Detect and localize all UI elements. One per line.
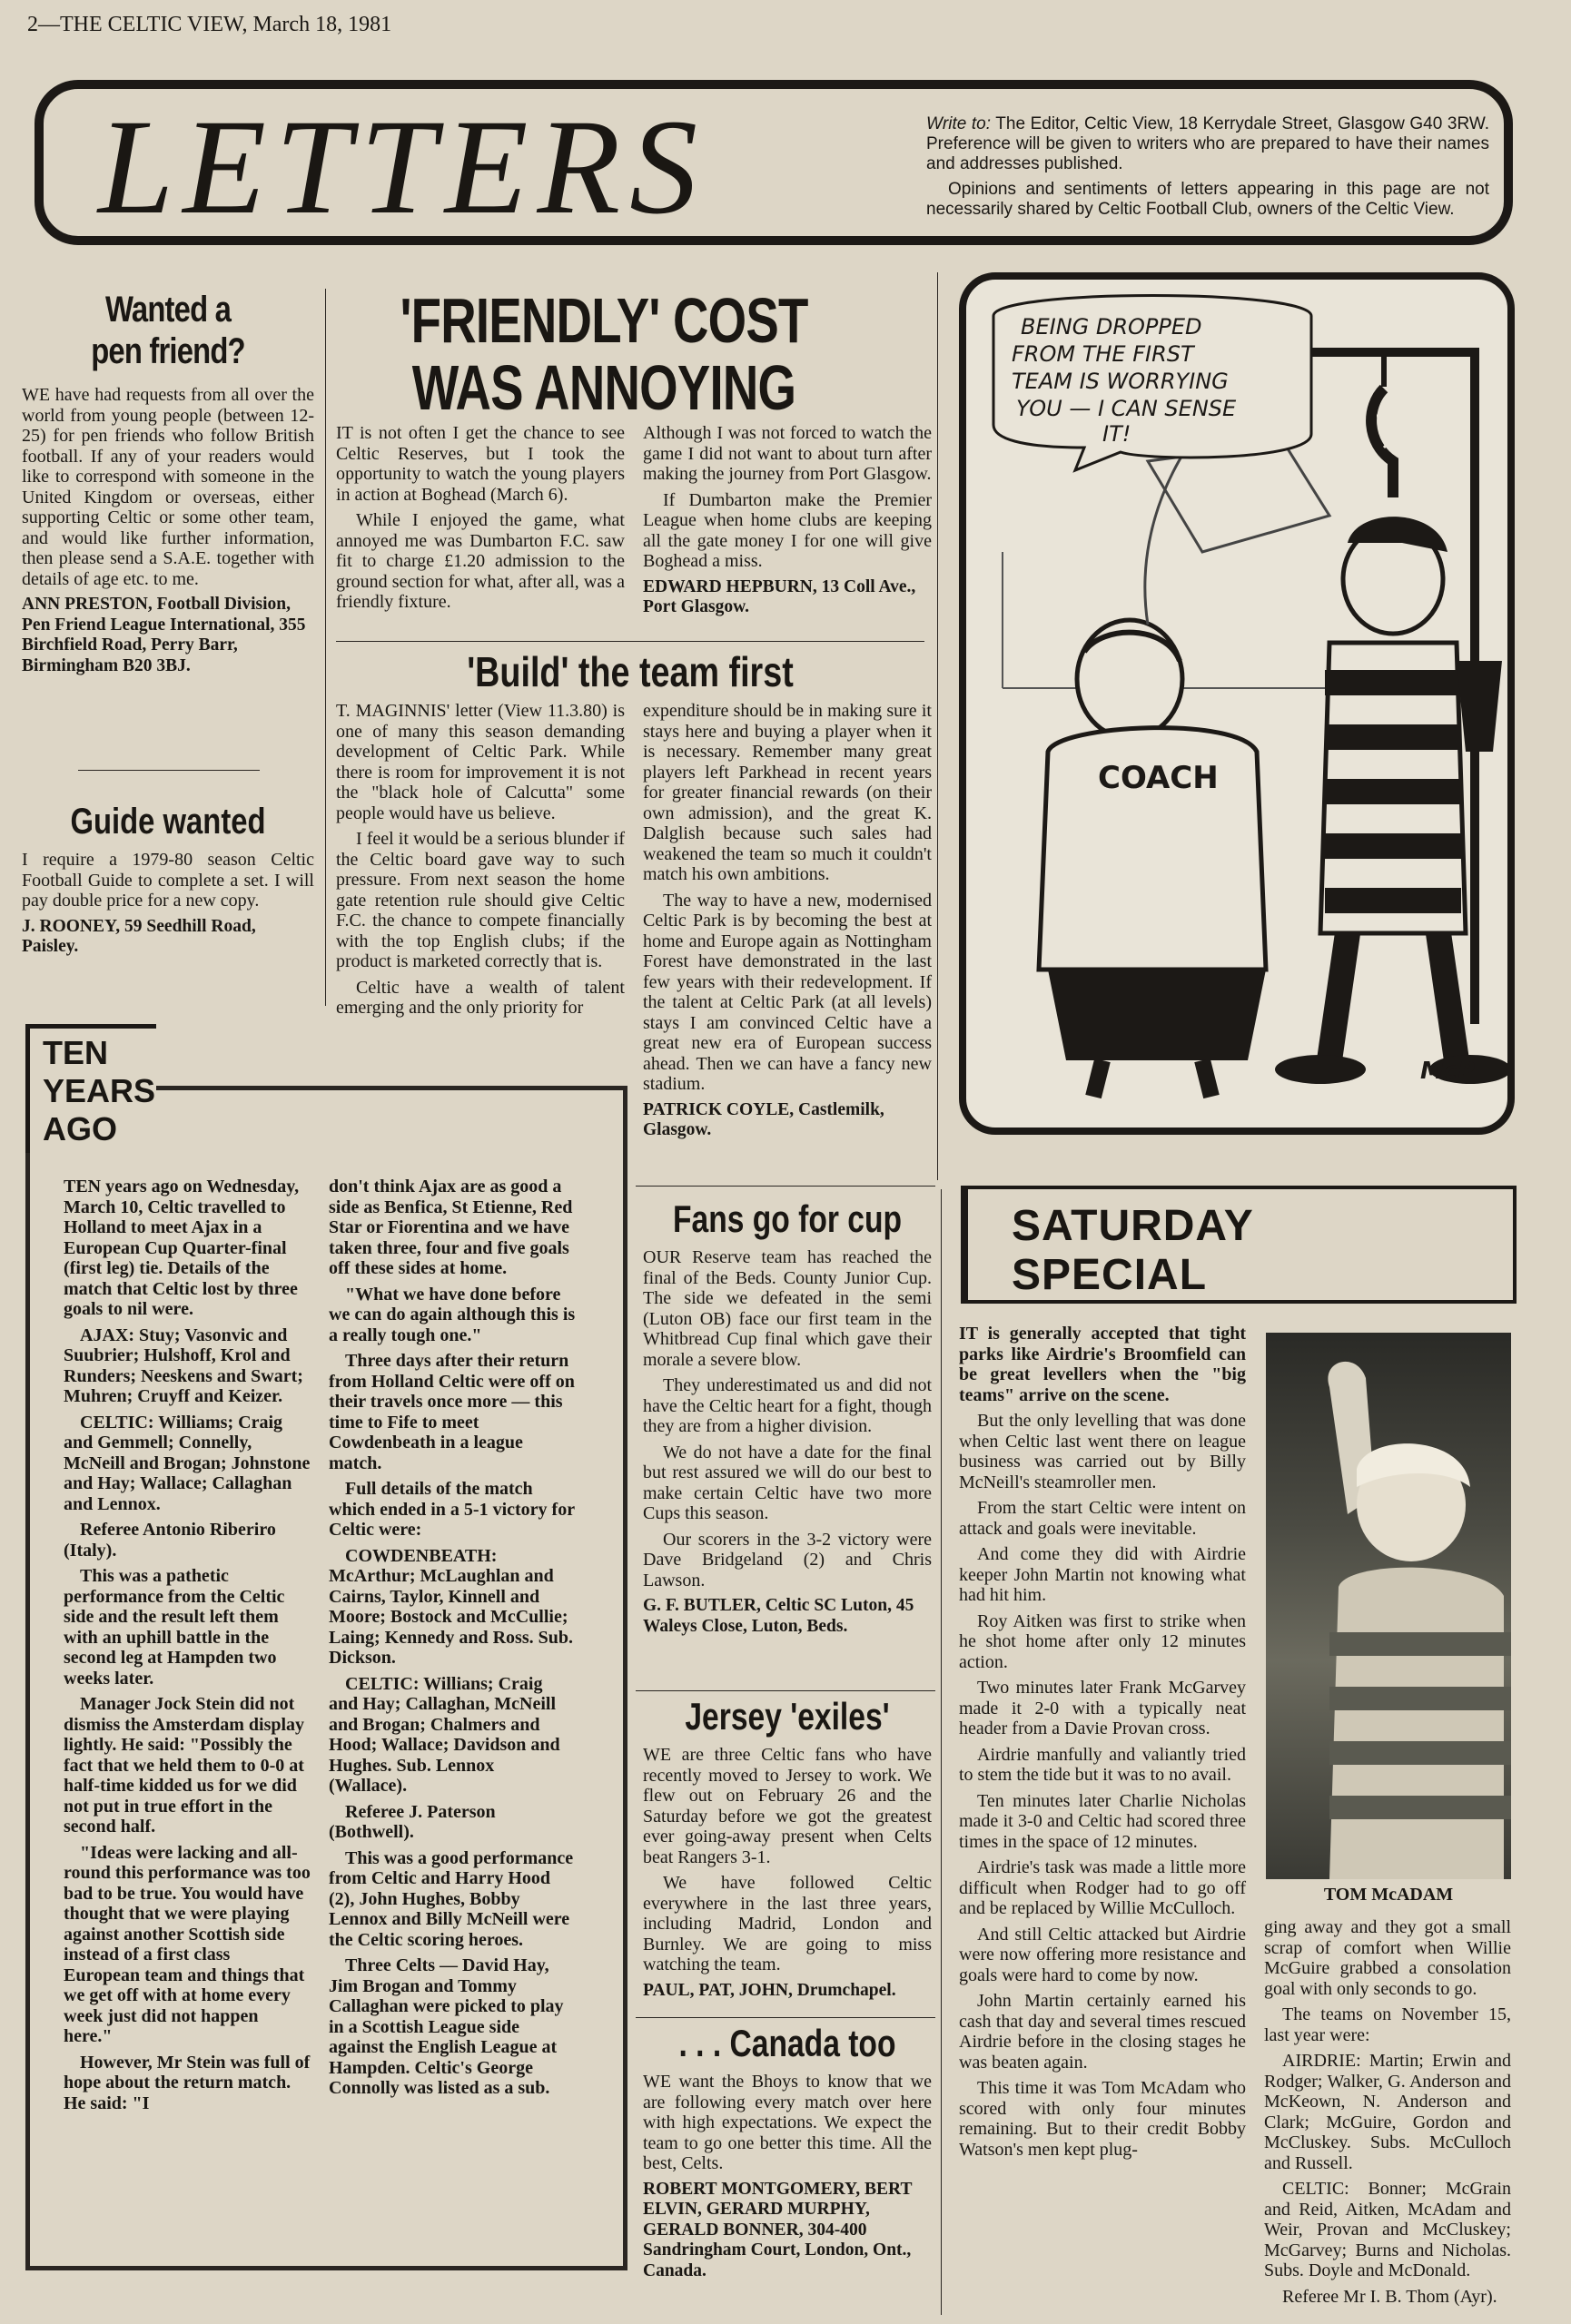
- pen-friend-headline: [22, 289, 314, 372]
- coach-label: COACH: [1098, 760, 1219, 796]
- saturday-paragraph: And come they did with Airdrie keeper John Martin not knowing what had hit him.: [959, 1544, 1246, 1605]
- divider: [325, 289, 326, 1006]
- build-p4: expenditure should be in making sure it stays here and buying a player when it is necessary. Remember many great players left Parkhead in recent years for greater financial rewards (on their own admission), and the great K. Dalglish because such sales had weakened the team so much it couldn't match his own ambitions.: [643, 701, 932, 884]
- ten-years-paragraph: However, Mr Stein was full of hope about the return match. He said: "I: [64, 2052, 311, 2113]
- write-to-label: Write to:: [926, 114, 992, 133]
- saturday-paragraph: Roy Aitken was first to strike when he shot home after only 12 minutes action.: [959, 1610, 1246, 1672]
- box-border-right: [623, 1086, 627, 2266]
- friendly-p1: IT is not often I get the chance to see Celtic Reserves, but I took the opportunity to watch the young players in action at Boghead (March 6).: [336, 423, 625, 505]
- friendly-headline-1: 'FRIENDLY' COST: [400, 285, 808, 356]
- divider: [941, 1189, 942, 2315]
- speech-line-5: IT!: [1102, 421, 1131, 447]
- guide-body: I require a 1979-80 season Celtic Football Guide to complete a set. I will pay double price for a new copy.: [22, 850, 314, 911]
- ten-years-paragraph: TEN years ago on Wednesday, March 10, Celtic travelled to Holland to meet Ajax in a European Cup Quarter-final (first leg) tie. Details of the match that Celtic lost by three goals to nil were.: [64, 1177, 300, 1319]
- speech-line-1: BEING DROPPED: [1021, 314, 1202, 340]
- friendly-headline: [336, 287, 872, 421]
- saturday-paragraph: Two minutes later Frank McGarvey made it 2-0 with a typically neat header from a Davie Provan cross.: [959, 1678, 1246, 1738]
- fans-cup-letter: [643, 1196, 932, 1637]
- build-p1: T. MAGINNIS' letter (View 11.3.80) is one of many this season demanding development of Celtic Park. While there is room for improvement it is not the "black hole of Calcutta" some people would have us believe.: [336, 701, 625, 823]
- jersey-headline: Jersey 'exiles': [685, 1695, 890, 1738]
- ten-years-paragraph: Three Celts — David Hay, Jim Brogan and Tommy Callaghan were picked to play in a Scottish League side against the English League at Hampden. Celtic's George Connolly was listed as a sub.: [329, 1955, 564, 2098]
- pen-friend-letter: [22, 289, 314, 676]
- fans-cup-p1: OUR Reserve team has reached the final of the Beds. County Junior Cup. The side we defeated in the semi (Luton OB) face our first team in the Whitbread Cup final which gave their morale a severe blow.: [643, 1247, 932, 1370]
- ten-years-paragraph: CELTIC: Willians; Craig and Hay; Callaghan, McNeill and Brogan; Chalmers and Hood; Wallace; Davidson and Hughes. Sub. Lennox (Wallace).: [329, 1673, 560, 1796]
- saturday-paragraph: ging away and they got a small scrap of comfort when Willie McGuire grabbed a consolation goal with only seconds to go.: [1264, 1917, 1511, 1999]
- disclaimer-text: Opinions and sentiments of letters appearing in this page are not necessarily shared by Celtic Football Club, owners of the Celtic View.: [926, 180, 1489, 219]
- box-border-bottom: [25, 2266, 627, 2270]
- fans-cup-p4: Our scorers in the 3-2 victory were Dave Bridgeland (2) and Chris Lawson.: [643, 1529, 932, 1590]
- saturday-title-line: SPECIAL: [1012, 1251, 1208, 1299]
- saturday-paragraph: AIRDRIE: Martin; Erwin and Rodger; Walker, G. Anderson and McKeown, N. Anderson and Clark; McGuire, Gordon and McCluskey. Subs. McCulloch and Russell.: [1264, 2051, 1511, 2173]
- ten-years-paragraph: Referee J. Paterson (Bothwell).: [329, 1801, 496, 1842]
- jersey-p2: We have followed Celtic everywhere in the last three years, including Madrid, London and Burnley. We are going to miss watching the team.: [643, 1873, 932, 1974]
- saturday-title-line: SATURDAY: [1012, 1202, 1254, 1250]
- ten-years-col-2: [329, 1177, 576, 2104]
- photo-caption: TOM McADAM: [1323, 1885, 1454, 1905]
- pen-friend-headline-2: pen friend?: [91, 331, 245, 371]
- ten-years-paragraph: don't think Ajax are as good a side as Benfica, St Etienne, Red Star or Fiorentina and we have taken three, four and five goals off these sides at home.: [329, 1177, 573, 1278]
- divider: [78, 770, 260, 771]
- saturday-paragraph: Airdrie manfully and valiantly tried to stem the tide but it was to no avail.: [959, 1744, 1246, 1785]
- saturday-title-box: [961, 1186, 1517, 1304]
- friendly-signature: EDWARD HEPBURN, 13 Coll Ave., Port Glasgow.: [643, 576, 916, 616]
- ten-years-title: [43, 1034, 155, 1148]
- saturday-col-2: [1264, 1917, 1511, 2312]
- ten-years-paragraph: COWDENBEATH: McArthur; McLaughlan and Cairns, Taylor, Kinnell and Moore; Bostock and McCullie; Laing; Kennedy and Ross. Sub. Dickson.: [329, 1545, 573, 1668]
- pen-friend-body: WE have had requests from all over the world from young people (between 12-25) for pen friends who follow British football. If any of your readers would like to correspond with someone in the United Kingdom or overseas, either supporting Celtic or some other team, and would like further information, then please send a S.A.E. together with details of age etc. to me.: [22, 385, 314, 589]
- friendly-p2: While I enjoyed the game, what annoyed me was Dumbarton F.C. saw fit to charge £1.20 admission to the ground section for what, after all, was a friendly fixture.: [336, 510, 625, 612]
- saturday-paragraph: Referee Mr I. B. Thom (Ayr).: [1282, 2286, 1497, 2307]
- divider: [636, 1690, 935, 1691]
- saturday-col-1: [959, 1324, 1246, 2165]
- build-p5: The way to have a new, modernised Celtic Park is by becoming the best at home and Europe again as Nottingham Forest have demonstrated in the last few years with their redevelopment. If the talent at Celtic Park (at all levels) stays I am convinced Celtic have a great new era of European success ahead. Then we can have a fancy new stadium.: [643, 890, 932, 1094]
- guide-signature: J. ROONEY, 59 Seedhill Road, Paisley.: [22, 916, 256, 956]
- ten-years-col-1: [64, 1177, 311, 2119]
- jersey-signature: PAUL, PAT, JOHN, Drumchapel.: [643, 1980, 896, 2000]
- masthead-info: [926, 114, 1489, 220]
- friendly-p4: If Dumbarton make the Premier League when home clubs are keeping all the gate money I for one will give Boghead a miss.: [643, 489, 932, 571]
- build-col-1: [336, 701, 625, 1024]
- saturday-paragraph: IT is generally accepted that tight parks like Airdrie's Broomfield can be great levellers when the "big teams" arrive on the scene.: [959, 1324, 1246, 1405]
- build-signature: PATRICK COYLE, Castlemilk, Glasgow.: [643, 1099, 884, 1139]
- saturday-paragraph: This time it was Tom McAdam who scored with only four minutes remaining. But to their credit Bobby Watson's men kept plug-: [959, 2078, 1246, 2160]
- saturday-paragraph: Airdrie's task was made a little more difficult when Rodger had to go off and be replaced by Willie McCulloch.: [959, 1857, 1246, 1918]
- ten-years-paragraph: "What we have done before we can do again although this is a really tough one.": [329, 1284, 576, 1345]
- guide-letter: [22, 801, 314, 958]
- saturday-paragraph: The teams on November 15, last year were:: [1264, 2004, 1511, 2045]
- box-border-left: [25, 1153, 30, 2270]
- pen-friend-headline-1: Wanted a: [104, 290, 232, 330]
- fans-cup-p2: They underestimated us and did not have the Celtic heart for a fight, though they are from a higher division.: [643, 1375, 932, 1436]
- ten-years-paragraph: Three days after their return from Holland Celtic were off on their travels once more — this time to Fife to meet Cowdenbeath in a league match.: [329, 1351, 575, 1473]
- jersey-p1: WE are three Celtic fans who have recently moved to Jersey to work. We flew out on February 26 and the Saturday before we got the greatest ever going-away present when Celts beat Rangers 3-1.: [643, 1745, 932, 1867]
- saturday-paragraph: But the only levelling that was done when Celtic last went there on league business was carried out by Billy McNeill's steamroller men.: [959, 1411, 1246, 1492]
- jersey-letter: [643, 1694, 932, 2001]
- build-headline: 'Build' the team first: [467, 648, 794, 695]
- tom-mcadam-photo: [1266, 1333, 1511, 1879]
- ten-years-title-line: AGO: [43, 1110, 118, 1147]
- canada-p1: WE want the Bhoys to know that we are following every match over here with high expectations. We expect the team to go one better this time. All the best, Celts.: [643, 2072, 932, 2173]
- friendly-col-1: [336, 423, 625, 618]
- ten-years-paragraph: AJAX: Stuy; Vasonvic and Suubrier; Hulshoff, Krol and Runders; Neeskens and Swart; Muhren; Cruyff and Keizer.: [64, 1324, 303, 1406]
- fans-cup-signature: G. F. BUTLER, Celtic SC Luton, 45 Waleys Close, Luton, Beds.: [643, 1596, 914, 1636]
- ten-years-paragraph: Referee Antonio Riberiro (Italy).: [64, 1520, 276, 1561]
- ten-years-title-line: TEN: [43, 1034, 108, 1071]
- speech-line-2: FROM THE FIRST: [1012, 341, 1194, 367]
- masthead-title: LETTERS: [98, 92, 707, 242]
- build-p2: I feel it would be a serious blunder if the Celtic board gave way to such pressure. From next season the home gate retention rule should give Celtic F.C. the chance to compete financially with the top English clubs; if the product is marketed correctly that is.: [336, 829, 625, 971]
- artist-signature: McP: [1420, 1058, 1476, 1085]
- canada-headline: . . . Canada too: [678, 2022, 896, 2064]
- divider: [336, 641, 924, 642]
- masthead-box: [35, 80, 1513, 245]
- striped-jersey: [1320, 643, 1466, 933]
- saturday-title: [1012, 1202, 1254, 1300]
- cartoon-frame: [959, 272, 1515, 1135]
- running-header: 2—THE CELTIC VIEW, March 18, 1981: [27, 13, 392, 36]
- fans-cup-p3: We do not have a date for the final but rest assured we will do our best to make certain Celtic have two more Cups this season.: [643, 1442, 932, 1523]
- write-to-text: The Editor, Celtic View, 18 Kerrydale Street, Glasgow G40 3RW. Preference will be given to writers who are prepared to have their names and addresses published.: [926, 114, 1489, 173]
- friendly-col-2: [643, 423, 932, 618]
- ten-years-paragraph: CELTIC: Williams; Craig and Gemmell; Connelly, McNeill and Brogan; Johnstone and Hay; Wallace; Callaghan and Lennox.: [64, 1412, 311, 1514]
- ten-years-paragraph: "Ideas were lacking and all-round this performance was too bad to be true. You would have thought that we were playing against another Scottish side instead of a first class European team and things that we get off with at home every week just did not happen here.": [64, 1842, 311, 2046]
- saturday-paragraph: CELTIC: Bonner; McGrain and Reid, Aitken, McAdam and Weir, Provan and McCluskey; McGarvey; Burns and Nicholas. Subs. Doyle and McDonald.: [1264, 2179, 1511, 2280]
- pen-friend-signature: ANN PRESTON, Football Division, Pen Friend League International, 355 Birchfield Road, Perry Barr, Birmingham B20 3BJ.: [22, 595, 306, 675]
- divider: [937, 272, 938, 1180]
- build-col-2: [643, 701, 932, 1141]
- ten-years-title-box: [25, 1024, 156, 1153]
- friendly-p3: Although I was not forced to watch the game I did not want to about turn after making the journey from Port Glasgow.: [643, 423, 932, 484]
- saturday-paragraph: Ten minutes later Charlie Nicholas made it 3-0 and Celtic had scored three times in the space of 12 minutes.: [959, 1790, 1246, 1852]
- ten-years-title-line: YEARS: [43, 1072, 156, 1109]
- ten-years-paragraph: This was a good performance from Celtic and Harry Hood (2), John Hughes, Bobby Lennox and Billy McNeill were the Celtic scoring heroes.: [329, 1847, 574, 1950]
- canada-letter: [643, 2021, 932, 2281]
- guide-headline: Guide wanted: [70, 802, 266, 842]
- saturday-paragraph: John Martin certainly earned his cash that day and several times rescued Airdrie before in the closing stages he was beaten again.: [959, 1991, 1246, 2073]
- ten-years-paragraph: Manager Jock Stein did not dismiss the Amsterdam display lightly. He said: "Possibly the fact that we held them to 0-0 at half-time kidded us for we did not put in true effort in the second half.: [64, 1694, 305, 1837]
- player-silhouette: [1266, 1333, 1511, 1879]
- build-p3: Celtic have a wealth of talent emerging and the only priority for: [336, 977, 625, 1018]
- box-border-top: [156, 1086, 625, 1090]
- canada-signature: ROBERT MONTGOMERY, BERT ELVIN, GERARD MURPHY, GERALD BONNER, 304-400 Sandringham Court, London, Ont., Canada.: [643, 2179, 913, 2280]
- divider: [636, 2017, 935, 2018]
- ten-years-paragraph: This was a pathetic performance from the Celtic side and the result left them with an uphill battle in the second leg at Hampden two weeks later.: [64, 1566, 285, 1689]
- friendly-headline-2: WAS ANNOYING: [411, 352, 796, 423]
- divider: [636, 1186, 935, 1187]
- saturday-paragraph: From the start Celtic were intent on attack and goals were inevitable.: [959, 1498, 1246, 1539]
- saturday-paragraph: And still Celtic attacked but Airdrie were now offering more resistance and goals were hard to come by now.: [959, 1924, 1246, 1985]
- fans-cup-headline: Fans go for cup: [673, 1197, 902, 1240]
- speech-line-3: TEAM IS WORRYING: [1012, 369, 1229, 394]
- speech-line-4: YOU — I CAN SENSE: [1016, 396, 1237, 421]
- ten-years-paragraph: Full details of the match which ended in a 5-1 victory for Celtic were:: [329, 1479, 575, 1540]
- cartoon-drawing: [966, 280, 1507, 1128]
